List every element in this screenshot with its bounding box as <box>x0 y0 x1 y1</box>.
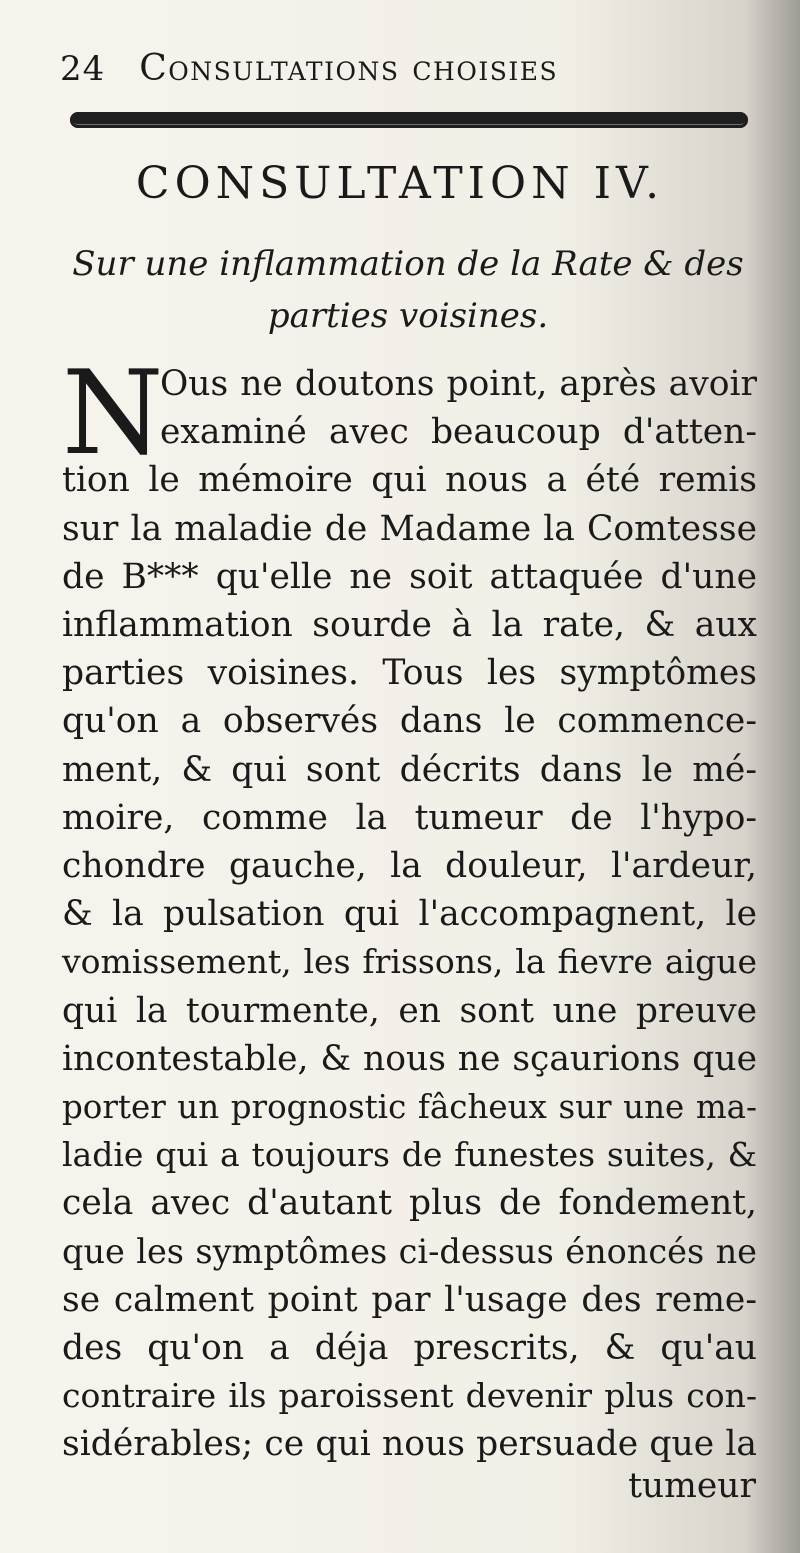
text-line: qui la tourmente, en sont une preuve <box>62 990 757 1031</box>
text-line: chondre gauche, la douleur, l'ardeur, <box>62 846 757 887</box>
text-line: se calment point par l'usage des reme- <box>62 1279 757 1320</box>
text-line: vomissement, les frissons, la fievre aigue <box>62 942 757 982</box>
running-head <box>60 48 750 108</box>
text-line: de B*** qu'elle ne soit attaquée d'une <box>62 556 757 597</box>
text-line: moire, comme la tumeur de l'hypo- <box>62 797 757 838</box>
text-line: contraire ils paroissent devenir plus con- <box>62 1376 757 1416</box>
running-title: Consultations choisies <box>139 48 559 89</box>
text-line: ment, & qui sont décrits dans le mé- <box>62 749 757 790</box>
text-line: inflammation sourde à la rate, & aux <box>62 605 757 646</box>
text-line: incontestable, & nous ne sçaurions que <box>62 1038 757 1079</box>
body-text <box>62 346 757 1469</box>
text-line: ladie qui a toujours de funestes suites, & <box>62 1135 757 1175</box>
text-line: & la pulsation qui l'accompagnent, le <box>62 894 757 935</box>
section-heading: CONSULTATION IV. <box>135 158 665 209</box>
text-line: que les symptômes ci-dessus énoncés ne <box>62 1231 757 1271</box>
section-subtitle: Sur une inflammation de la Rate & des parties voisines. <box>72 244 744 336</box>
text-line: qu'on a observés dans le commence- <box>62 701 757 742</box>
catchword: tumeur <box>628 1466 756 1506</box>
page-number: 24 <box>60 49 106 89</box>
text-line: tion le mémoire qui nous a été remis <box>62 460 757 501</box>
text-line: sidérables; ce qui nous persuade que la <box>62 1424 757 1465</box>
text-line: Ous ne doutons point, après avoir <box>160 364 757 404</box>
text-line: sur la maladie de Madame la Comtesse <box>62 508 757 549</box>
text-line: examiné avec beaucoup d'atten- <box>160 412 757 453</box>
text-line: porter un prognostic fâcheux sur une ma- <box>62 1088 757 1127</box>
ornamental-rule <box>70 112 748 128</box>
text-line: des qu'on a déja prescrits, & qu'au <box>62 1328 757 1369</box>
text-line: parties voisines. Tous les symptômes <box>62 653 757 694</box>
text-line: cela avec d'autant plus de fondement, <box>62 1183 757 1224</box>
drop-cap: N <box>62 346 164 481</box>
